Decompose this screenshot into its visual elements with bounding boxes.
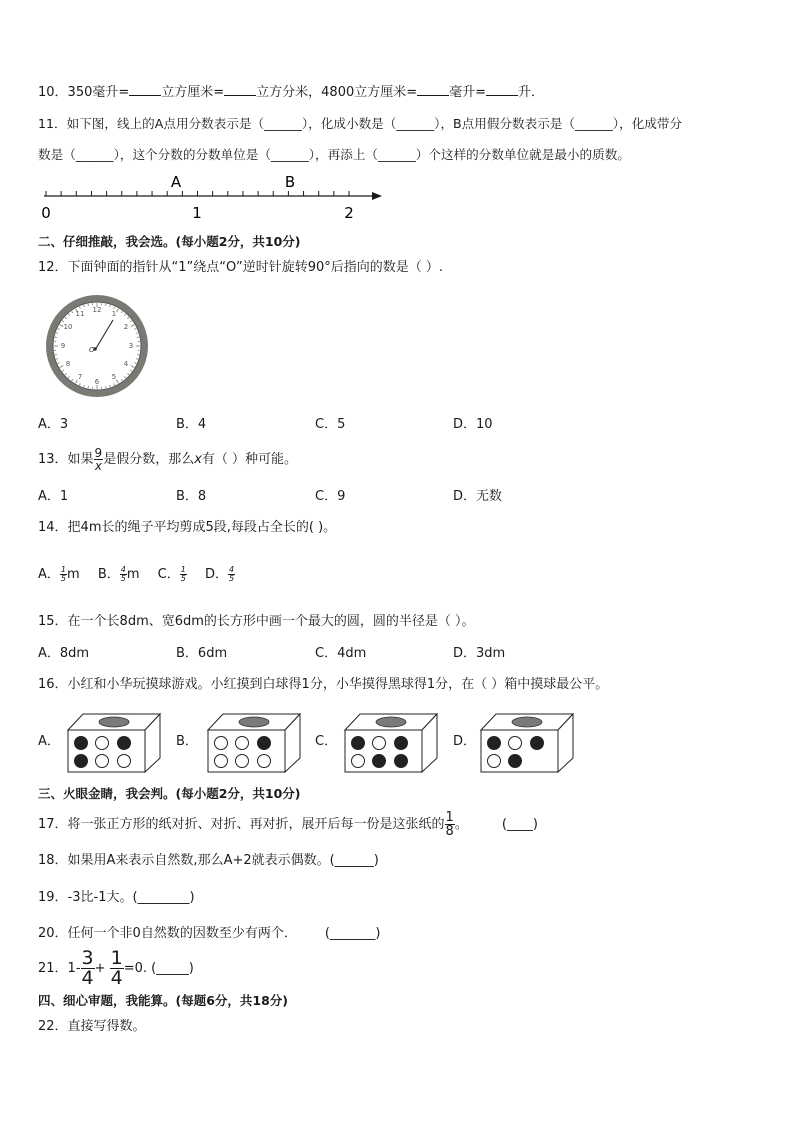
q16-option-d[interactable]: D． <box>453 734 477 749</box>
question-19: 19．-3比-1大。(________) <box>38 890 195 905</box>
clock-num-1: 1 <box>111 310 117 318</box>
clock-num-12: 12 <box>92 306 102 314</box>
clock-num-6: 6 <box>94 378 100 386</box>
answer-blank[interactable] <box>486 83 518 96</box>
clock-num-7: 7 <box>77 373 83 381</box>
answer-blank[interactable] <box>417 83 449 96</box>
question-11-line-2: 数是（______），这个分数的分数单位是（______），再添上（______）个这样的分数单位就是最小的质数。 <box>38 147 630 162</box>
q10-text-5: 升． <box>518 85 545 100</box>
q20-text: 20．任何一个非0自然数的因数至少有两个． <box>38 926 297 941</box>
point-b-label: B <box>284 173 296 191</box>
section-2-heading: 二、仔细推敲，我会选。(每小题2分，共10分) <box>38 234 301 249</box>
q13-frac-num: 9 <box>94 446 103 460</box>
white-ball <box>488 755 501 768</box>
black-ball <box>373 755 386 768</box>
question-17 <box>38 806 538 844</box>
q13-option-d[interactable]: D．无数 <box>453 489 503 504</box>
clock-num-10: 10 <box>63 323 73 331</box>
q21-text-2[interactable]: =0. (_____) <box>123 961 194 976</box>
q10-text-3: 立方分米，4800立方厘米= <box>256 85 418 100</box>
white-ball <box>215 755 228 768</box>
white-ball <box>96 755 109 768</box>
tick-label-2: 2 <box>344 204 354 222</box>
q17-text: 17．将一张正方形的纸对折、对折、再对折，展开后每一份是这张纸的 <box>38 817 445 832</box>
q13-option-b[interactable]: B．8 <box>176 489 207 504</box>
question-14: 14．把4m长的绳子平均剪成5段,每段占全长的( )。 <box>38 520 337 535</box>
black-ball <box>258 737 271 750</box>
number-line <box>36 172 386 224</box>
q12-option-a[interactable]: A．3 <box>38 417 69 432</box>
black-ball <box>395 755 408 768</box>
clock-num-8: 8 <box>65 360 71 368</box>
q21-text-1: 21．1- <box>38 961 81 976</box>
black-ball <box>395 737 408 750</box>
q12-option-d[interactable]: D．10 <box>453 417 493 432</box>
question-20 <box>38 925 380 943</box>
white-ball <box>236 755 249 768</box>
clock-face <box>43 292 151 400</box>
black-ball <box>531 737 544 750</box>
q14-option-c[interactable]: C． $\frac{1}{5}$ <box>157 565 186 583</box>
section-4-heading: 四、细心审题，我能算。(每题6分，共18分) <box>38 993 289 1008</box>
black-ball <box>352 737 365 750</box>
q12-option-c[interactable]: C．5 <box>315 417 346 432</box>
white-ball <box>373 737 386 750</box>
black-ball <box>509 755 522 768</box>
q16-option-a[interactable]: A． <box>38 734 60 749</box>
clock-num-3: 3 <box>128 342 134 350</box>
white-ball <box>96 737 109 750</box>
q15-option-a[interactable]: A．8dm <box>38 646 90 661</box>
white-ball <box>236 737 249 750</box>
q16-option-c[interactable]: C． <box>315 734 338 749</box>
q21-fraction-1: $\frac{3}{4}$ <box>81 947 94 989</box>
q12-option-b[interactable]: B．4 <box>176 417 207 432</box>
question-13 <box>38 445 297 475</box>
question-18: 18．如果用A来表示自然数,那么A+2就表示偶数。(______) <box>38 853 379 868</box>
section-3-heading: 三、火眼金睛，我会判。(每小题2分，共10分) <box>38 786 301 801</box>
clock-center-label: O <box>89 346 95 354</box>
q10-text-2: 立方厘米= <box>161 85 225 100</box>
black-ball <box>488 737 501 750</box>
q13-option-c[interactable]: C．9 <box>315 489 346 504</box>
q17-fraction: $\frac{1}{8}$ <box>445 810 454 839</box>
white-ball <box>509 737 522 750</box>
clock-num-9: 9 <box>60 342 66 350</box>
black-ball <box>75 755 88 768</box>
q14-options <box>38 563 235 587</box>
ball-box-b <box>206 712 302 774</box>
q15-option-b[interactable]: B．6dm <box>176 646 228 661</box>
white-ball <box>215 737 228 750</box>
ball-box-d <box>479 712 575 774</box>
q17-answer-blank[interactable]: (____) <box>501 817 538 832</box>
clock-num-2: 2 <box>123 323 129 331</box>
question-15: 15．在一个长8dm、宽6dm的长方形中画一个最大的圆，圆的半径是（ ）。 <box>38 614 475 629</box>
point-a-label: A <box>170 173 182 191</box>
q10-text-4: 毫升= <box>449 85 487 100</box>
white-ball <box>352 755 365 768</box>
q20-answer-blank[interactable]: (_______) <box>324 926 381 941</box>
q13-suffix: 是假分数，那么 <box>103 452 195 467</box>
answer-blank[interactable] <box>224 83 256 96</box>
white-ball <box>118 755 131 768</box>
tick-label-0: 0 <box>41 204 51 222</box>
q15-option-c[interactable]: C．4dm <box>315 646 367 661</box>
clock-num-11: 11 <box>75 310 85 318</box>
q14-option-a[interactable]: A． $\frac{1}{5}$ m <box>38 565 80 583</box>
question-16: 16．小红和小华玩摸球游戏。小红摸到白球得1分，小华摸得黑球得1分，在（ ）箱中摸球最公平。 <box>38 677 609 692</box>
question-22: 22．直接写得数。 <box>38 1019 146 1034</box>
q13-suffix-2: 有（ ）种可能。 <box>201 452 298 467</box>
clock-num-4: 4 <box>123 360 129 368</box>
q21-plus: + <box>94 961 106 976</box>
ball-box-a <box>66 712 162 774</box>
clock-num-5: 5 <box>111 373 117 381</box>
q13-variable: x <box>194 452 202 467</box>
question-12: 12．下面钟面的指针从“1”绕点“O”逆时针旋转90°后指向的数是（ ）. <box>38 260 444 275</box>
q21-fraction-2: $\frac{1}{4}$ <box>110 947 123 989</box>
ball-box-c <box>343 712 439 774</box>
question-21 <box>38 949 194 989</box>
q13-fraction <box>94 447 104 472</box>
question-11-line-1: 11．如下图，线上的A点用分数表示是（______），化成小数是（______），B点用假分数表示是（______），化成带分 <box>38 116 683 131</box>
q14-option-b[interactable]: B． $\frac{4}{5}$ m <box>97 565 140 583</box>
q16-option-b[interactable]: B． <box>176 734 198 749</box>
q10-text-1: 10．350毫升= <box>38 85 130 100</box>
tick-label-1: 1 <box>192 204 202 222</box>
q15-option-d[interactable]: D．3dm <box>453 646 506 661</box>
q13-prefix: 13．如果 <box>38 452 94 467</box>
white-ball <box>258 755 271 768</box>
q14-option-d[interactable]: D． $\frac{4}{5}$ <box>204 565 235 583</box>
q17-end: 。 <box>454 817 468 832</box>
answer-blank[interactable] <box>129 83 161 96</box>
question-10 <box>38 83 544 102</box>
q13-option-a[interactable]: A．1 <box>38 489 69 504</box>
black-ball <box>118 737 131 750</box>
black-ball <box>75 737 88 750</box>
q13-frac-den: x <box>94 459 102 473</box>
